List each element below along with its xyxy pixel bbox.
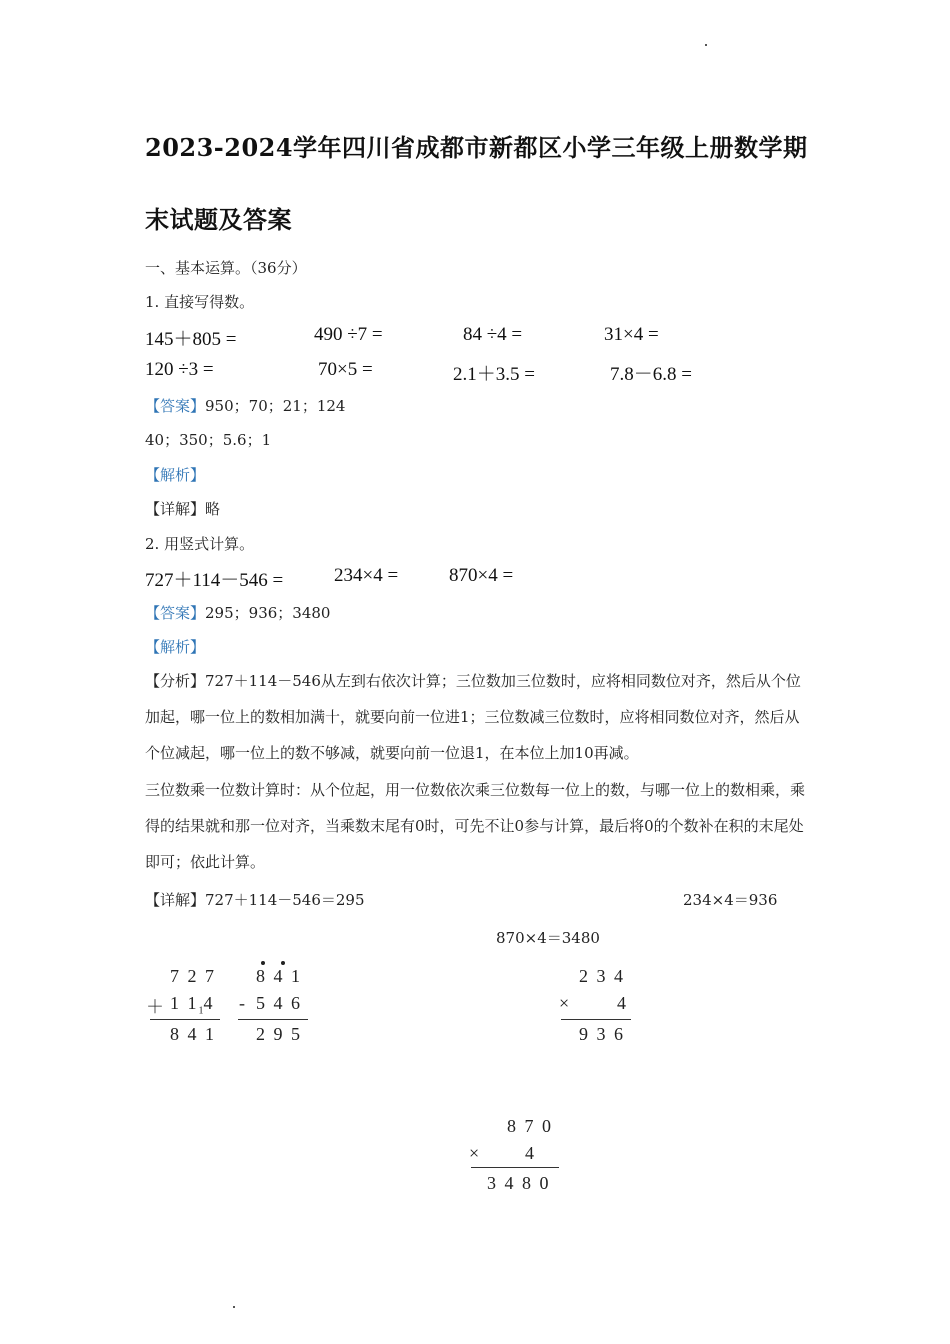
vmul2-bottom: 4 bbox=[525, 1143, 534, 1163]
q1-analysis-tag: 【解析】 bbox=[145, 466, 206, 484]
vmul1-rule bbox=[561, 1019, 631, 1020]
expr-1-2: 490 ÷7 = bbox=[314, 324, 383, 345]
section-heading: 一、基本运算。（36分） bbox=[145, 259, 307, 277]
vsub-op: - bbox=[239, 993, 245, 1013]
vmul1-bottom: 4 bbox=[617, 993, 626, 1013]
answer-tag: 【答案】 bbox=[145, 397, 206, 415]
expr-2-2: 70×5 = bbox=[318, 359, 373, 380]
vadd-rule bbox=[150, 1019, 220, 1020]
doc-title-line1: 2023-2024学年四川省成都市新都区小学三年级上册数学期 bbox=[145, 133, 808, 162]
vsub-bottom: 5 4 6 bbox=[256, 993, 302, 1013]
detail-center: 870×4＝3480 bbox=[496, 929, 600, 947]
expr-2-1: 120 ÷3 = bbox=[145, 359, 214, 380]
page-mark-bottom bbox=[233, 1306, 235, 1308]
detail-text: 略 bbox=[205, 500, 221, 518]
vmul2-op: × bbox=[469, 1143, 480, 1163]
q2-analysis-tag: 【解析】 bbox=[145, 638, 206, 656]
vadd-top: 7 2 7 bbox=[170, 966, 216, 986]
expr-1-4: 31×4 = bbox=[604, 324, 659, 345]
question-1-label: 1. 直接写得数。 bbox=[145, 293, 255, 311]
expr-2-4: 7.8－6.8 = bbox=[610, 364, 692, 385]
vadd-op: ＋ bbox=[146, 997, 164, 1017]
q2-expr-3: 870×4 = bbox=[449, 565, 514, 586]
expr-1-3: 84 ÷4 = bbox=[463, 324, 523, 345]
vmul1-top: 2 3 4 bbox=[579, 966, 625, 986]
vadd-bottom: 1 $1_14$ bbox=[170, 993, 213, 1017]
vsub-top: 8 4 1 bbox=[256, 966, 302, 986]
question-2-label: 2. 用竖式计算。 bbox=[145, 535, 255, 553]
analysis-paragraph-2: 三位数乘一位数计算时：从个位起，用一位数依次乘三位数每一位上的数，与哪一位上的数相乘，乘得的结果就和那一位对齐，当乘数末尾有0时，可先不让0参与计算，最后将0的个数补在积的末尾处即可；依此计算。 bbox=[145, 781, 806, 871]
doc-title-line2: 末试题及答案 bbox=[145, 205, 292, 234]
detail-line: 【详解】727＋114－546＝295 bbox=[145, 891, 365, 909]
vmul2-top: 8 7 0 bbox=[507, 1116, 553, 1136]
vmul2-result: 3 4 8 0 bbox=[487, 1173, 551, 1193]
borrow-dot bbox=[261, 961, 265, 965]
q2-expr-2: 234×4 = bbox=[334, 565, 399, 586]
q2-expr-1: 727＋114－546 = bbox=[145, 570, 284, 591]
answer-tag: 【答案】 bbox=[145, 604, 206, 622]
q1-answer-line2: 40；350；5.6；1 bbox=[145, 431, 272, 449]
analysis-paragraph-1: 【分析】727＋114－546从左到右依次计算；三位数加三位数时，应将相同数位对齐，然后从个位加起，哪一位上的数相加满十，就要向前一位进1；三位数减三位数时，应将相同数位对齐，然后从个位减起，哪一位上的数不够减，就要向前一位退1，在本位上加10再减。 bbox=[145, 672, 801, 762]
q1-detail bbox=[145, 499, 220, 519]
vadd-result: 8 4 1 bbox=[170, 1024, 216, 1044]
detail-tag: 【详解】 bbox=[145, 500, 206, 518]
expr-1-1: 145＋805 = bbox=[145, 329, 237, 350]
answer-text: 950；70；21；124 bbox=[205, 397, 346, 415]
carry-digit: 1 bbox=[198, 1005, 204, 1017]
q2-answer bbox=[145, 603, 330, 623]
vsub-rule bbox=[238, 1019, 308, 1020]
answer-text: 295；936；3480 bbox=[205, 604, 331, 622]
page-mark-top bbox=[705, 44, 707, 46]
vsub-result: 2 9 5 bbox=[256, 1024, 302, 1044]
detail-right: 234×4＝936 bbox=[683, 891, 778, 909]
q1-answer bbox=[145, 396, 345, 416]
borrow-dot bbox=[281, 961, 285, 965]
vmul1-result: 9 3 6 bbox=[579, 1024, 625, 1044]
vmul1-op: × bbox=[559, 993, 570, 1013]
vmul2-rule bbox=[471, 1167, 559, 1168]
expr-2-3: 2.1＋3.5 = bbox=[453, 364, 535, 385]
